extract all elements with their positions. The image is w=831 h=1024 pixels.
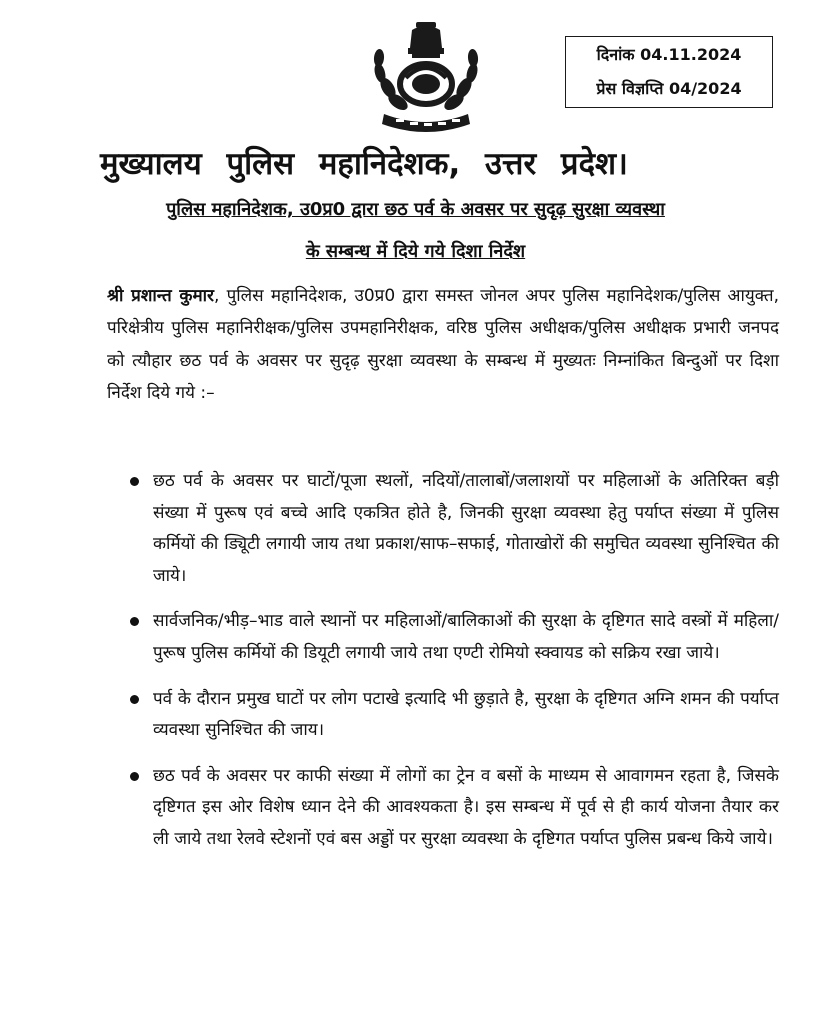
intro-lead-name: श्री प्रशान्त कुमार <box>107 286 214 306</box>
directive-list <box>0 466 831 870</box>
bullet-dot-icon <box>130 695 139 704</box>
subtitle-line-1: पुलिस महानिदेशक, उ0प्र0 द्वारा छठ पर्व के अवसर पर सुदृढ़ सुरक्षा व्यवस्था <box>166 199 665 220</box>
bullet-dot-icon <box>130 772 139 781</box>
intro-paragraph <box>107 280 779 410</box>
intro-text: , पुलिस महानिदेशक, उ0प्र0 द्वारा समस्त जोनल अपर पुलिस महानिदेशक/पुलिस आयुक्त, परिक्षेत्रीय पुलिस महानिरीक्षक/पुलिस उपमहानिरीक्षक, वरिष्ठ पुलिस अधीक्षक/पुलिस अधीक्षक प्रभारी जनपद को त्यौहार छठ पर्व के अवसर पर सुदृढ़ सुरक्षा व्यवस्था के सम्बन्ध में मुख्यतः निम्नांकित बिन्दुओं पर दिशा निर्देश दिये गये :– <box>107 286 779 404</box>
list-item-text: छठ पर्व के अवसर पर घाटों/पूजा स्थलों, नदियों/तालाबों/जलाशयों पर महिलाओं के अतिरिक्त बड़ी संख्या में पुरूष एवं बच्चे आदि एकत्रित होते है, जिनकी सुरक्षा व्यवस्था हेतु पर्याप्त संख्या में पुलिस कर्मियों की ड्यिूटी लगायी जाय तथा प्रकाश/साफ–सफाई, गोताखोरों की समुचित व्यवस्था सुनिश्चित की जाये। <box>153 471 779 586</box>
up-police-emblem-icon <box>366 18 486 136</box>
list-item <box>0 761 831 856</box>
press-release-number: प्रेस विज्ञप्ति 04/2024 <box>596 79 742 98</box>
list-item-text: छठ पर्व के अवसर पर काफी संख्या में लोगों का ट्रेन व बसों के माध्यम से आवागमन रहता है, जिसके दृष्टिगत इस ओर विशेष ध्यान देने की आवश्यकता है। इस सम्बन्ध में पूर्व से ही कार्य योजना तैयार कर ली जाये तथा रेलवे स्टेशनों एवं बस अड्डों पर सुरक्षा व्यवस्था के दृष्टिगत पर्याप्त पुलिस प्रबन्ध किये जाये। <box>153 765 779 849</box>
list-item-text: पर्व के दौरान प्रमुख घाटों पर लोग पटाखे इत्यादि भी छुड़ाते है, सुरक्षा के दृष्टिगत अग्नि शमन की पर्याप्त व्यवस्था सुनिश्चित की जाय। <box>153 688 779 741</box>
bullet-dot-icon <box>130 477 139 486</box>
list-item <box>0 606 831 669</box>
page-title: मुख्यालय पुलिस महानिदेशक, उत्तर प्रदेश। <box>100 146 628 182</box>
subtitle-line-2: के सम्बन्ध में दिये गये दिशा निर्देश <box>305 241 526 262</box>
date-reference-box <box>565 36 773 108</box>
list-item-text: सार्वजनिक/भीड़–भाड वाले स्थानों पर महिलाओं/बालिकाओं की सुरक्षा के दृष्टिगत सादे वस्त्रों में महिला/पुरूष पुलिस कर्मियों की डियूटी लगायी जाये तथा एण्टी रोमियो स्क्वायड को सक्रिय रखा जाये। <box>153 611 779 663</box>
list-item <box>0 684 831 747</box>
list-item <box>0 466 831 592</box>
bullet-dot-icon <box>130 617 139 626</box>
date-line: दिनांक 04.11.2024 <box>596 45 742 64</box>
